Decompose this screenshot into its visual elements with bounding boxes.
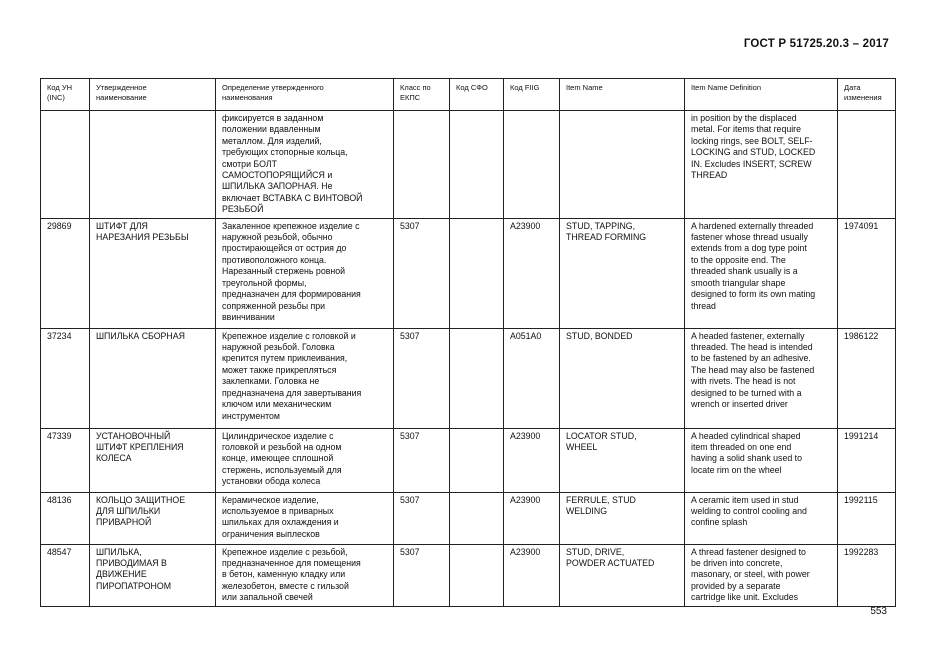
cell-item-name-definition: A thread fastener designed to be driven into concrete, masonary, or steel, with power provided by a separate cartridge like unit. Excludes: [685, 544, 838, 606]
cell-approved-name: [90, 111, 216, 219]
cell-code-sfo: [450, 492, 504, 544]
cell-code-un: [41, 111, 90, 219]
cell-code-un: 37234: [41, 328, 90, 428]
cell-definition-ru: Крепежное изделие с резьбой, предназначенное для помещения в бетон, каменную кладку или железобетон, вместе с гильзой или запальной свечей: [216, 544, 394, 606]
header-code-sfo: Код СФО: [450, 79, 504, 111]
cell-code-fiig: A23900: [504, 492, 560, 544]
cell-item-name-definition: in position by the displaced metal. For items that require locking rings, see BOLT, SELF- LOCKING and STUD, LOCKED IN. Excludes INSERT, SCREW THREAD: [685, 111, 838, 219]
table-row: [41, 111, 896, 219]
cell-definition-ru: Закаленное крепежное изделие с наружной резьбой, обычно простирающейся от острия до противоположного конца. Нарезанный стержень ровной треугольной формы, предназначен для формирования сопряженной резьбы при ввинчивании: [216, 218, 394, 328]
cell-code-sfo: [450, 328, 504, 428]
cell-code-sfo: [450, 111, 504, 219]
header-row: [41, 79, 896, 111]
page-number: 553: [870, 606, 887, 617]
cell-code-fiig: A051A0: [504, 328, 560, 428]
cell-definition-ru: Крепежное изделие с головкой и наружной резьбой. Головка крепится путем приклеивания, может также прикрепляться заклепками. Головка не предназначена для завертывания ключом или механическим инструментом: [216, 328, 394, 428]
cell-item-name-definition: A headed fastener, externally threaded. The head is intended to be fastened by an adhesive. The head may also be fastened with rivets. The head is not designed to be turned with a wrench or inserted driver: [685, 328, 838, 428]
header-class-ekps: Класс по ЕКПС: [394, 79, 450, 111]
cell-date-changed: 1991214: [838, 428, 896, 492]
cell-date-changed: [838, 111, 896, 219]
cell-class-ekps: 5307: [394, 218, 450, 328]
cell-approved-name: ШТИФТ ДЛЯ НАРЕЗАНИЯ РЕЗЬБЫ: [90, 218, 216, 328]
cell-code-fiig: A23900: [504, 428, 560, 492]
items-table: [40, 78, 896, 607]
cell-code-sfo: [450, 428, 504, 492]
cell-approved-name: УСТАНОВОЧНЫЙ ШТИФТ КРЕПЛЕНИЯ КОЛЕСА: [90, 428, 216, 492]
table-row: [41, 544, 896, 606]
cell-code-fiig: A23900: [504, 218, 560, 328]
cell-date-changed: 1992115: [838, 492, 896, 544]
cell-class-ekps: 5307: [394, 328, 450, 428]
cell-date-changed: 1992283: [838, 544, 896, 606]
cell-code-fiig: A23900: [504, 544, 560, 606]
header-code-fiig: Код FIIG: [504, 79, 560, 111]
header-item-name-definition: Item Name Definition: [685, 79, 838, 111]
table-row: [41, 328, 896, 428]
cell-definition-ru: Цилиндрическое изделие с головкой и резьбой на одном конце, имеющее сплошной стержень, используемый для установки обода колеса: [216, 428, 394, 492]
cell-class-ekps: 5307: [394, 544, 450, 606]
table-body: [41, 111, 896, 607]
header-definition-ru: Определение утвержденного наименования: [216, 79, 394, 111]
cell-item-name: LOCATOR STUD, WHEEL: [560, 428, 685, 492]
cell-item-name: STUD, DRIVE, POWDER ACTUATED: [560, 544, 685, 606]
cell-item-name: STUD, BONDED: [560, 328, 685, 428]
cell-item-name-definition: A headed cylindrical shaped item threaded on one end having a solid shank used to locate rim on the wheel: [685, 428, 838, 492]
cell-definition-ru: фиксируется в заданном положении вдавленным металлом. Для изделий, требующих стопорные кольца, смотри БОЛТ САМОСТОПОРЯЩИЙСЯ и ШПИЛЬКА ЗАПОРНАЯ. Не включает ВСТАВКА С ВИНТОВОЙ РЕЗЬБОЙ: [216, 111, 394, 219]
cell-code-sfo: [450, 218, 504, 328]
table-row: [41, 492, 896, 544]
cell-date-changed: 1974091: [838, 218, 896, 328]
cell-item-name: STUD, TAPPING, THREAD FORMING: [560, 218, 685, 328]
header-date-changed: Дата изменения: [838, 79, 896, 111]
cell-class-ekps: 5307: [394, 428, 450, 492]
cell-code-fiig: [504, 111, 560, 219]
standard-number: ГОСТ Р 51725.20.3 – 2017: [743, 38, 889, 50]
cell-code-un: 47339: [41, 428, 90, 492]
cell-date-changed: 1986122: [838, 328, 896, 428]
header-code-un: Код УН (INC): [41, 79, 90, 111]
cell-approved-name: ШПИЛЬКА, ПРИВОДИМАЯ В ДВИЖЕНИЕ ПИРОПАТРОНОМ: [90, 544, 216, 606]
cell-approved-name: ШПИЛЬКА СБОРНАЯ: [90, 328, 216, 428]
header-approved-name: Утвержденное наименование: [90, 79, 216, 111]
cell-item-name: [560, 111, 685, 219]
table-row: [41, 218, 896, 328]
cell-item-name-definition: A ceramic item used in stud welding to control cooling and confine splash: [685, 492, 838, 544]
table-header: [41, 79, 896, 111]
cell-item-name-definition: A hardened externally threaded fastener whose thread usually extends from a dog type point to the opposite end. The threaded shank usually is a smooth triangular shape designed to form its own mating thread: [685, 218, 838, 328]
cell-approved-name: КОЛЬЦО ЗАЩИТНОЕ ДЛЯ ШПИЛЬКИ ПРИВАРНОЙ: [90, 492, 216, 544]
cell-code-un: 29869: [41, 218, 90, 328]
cell-definition-ru: Керамическое изделие, используемое в приварных шпильках для охлаждения и ограничения выплесков: [216, 492, 394, 544]
cell-code-un: 48136: [41, 492, 90, 544]
cell-item-name: FERRULE, STUD WELDING: [560, 492, 685, 544]
table-row: [41, 428, 896, 492]
cell-class-ekps: [394, 111, 450, 219]
header-item-name: Item Name: [560, 79, 685, 111]
cell-code-un: 48547: [41, 544, 90, 606]
cell-code-sfo: [450, 544, 504, 606]
cell-class-ekps: 5307: [394, 492, 450, 544]
